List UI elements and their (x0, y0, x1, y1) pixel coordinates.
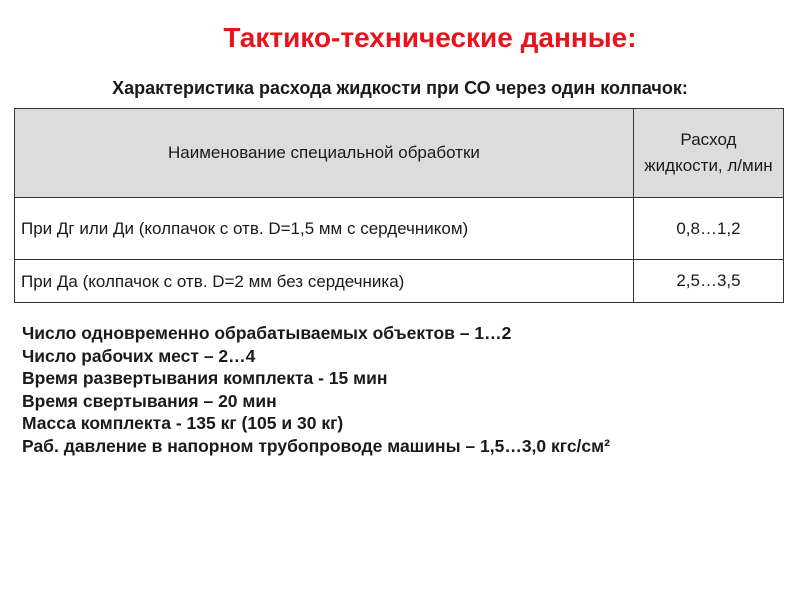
row-flow-rate: 0,8…1,2 (633, 198, 783, 260)
spec-item: Раб. давление в напорном трубопроводе машины – 1,5…3,0 кгс/см² (22, 435, 610, 456)
specs-list (22, 322, 610, 457)
table-caption: Характеристика расхода жидкости при СО через один колпачок: (112, 78, 688, 98)
header-treatment-name: Наименование специальной обработки (15, 109, 634, 198)
spec-item: Число одновременно обрабатываемых объектов – 1…2 (22, 323, 512, 343)
row-treatment-name: При Дг или Ди (колпачок с отв. D=1,5 мм с сердечником) (15, 198, 634, 260)
spec-item: Масса комплекта - 135 кг (105 и 30 кг) (22, 413, 344, 433)
flow-rate-table (14, 108, 784, 303)
spec-item: Время свертывания – 20 мин (22, 390, 277, 411)
header-flow-rate: Расход жидкости, л/мин (633, 109, 783, 198)
row-flow-rate: 2,5…3,5 (633, 260, 783, 303)
row-treatment-name: При Да (колпачок с отв. D=2 мм без сердечника) (15, 260, 634, 303)
table-header-row (15, 109, 784, 198)
page-title: Тактико-технические данные: (223, 22, 637, 53)
table-row (15, 260, 784, 303)
spec-item: Число рабочих мест – 2…4 (22, 345, 256, 366)
spec-item: Время развертывания комплекта - 15 мин (22, 368, 388, 388)
table-row (15, 198, 784, 260)
